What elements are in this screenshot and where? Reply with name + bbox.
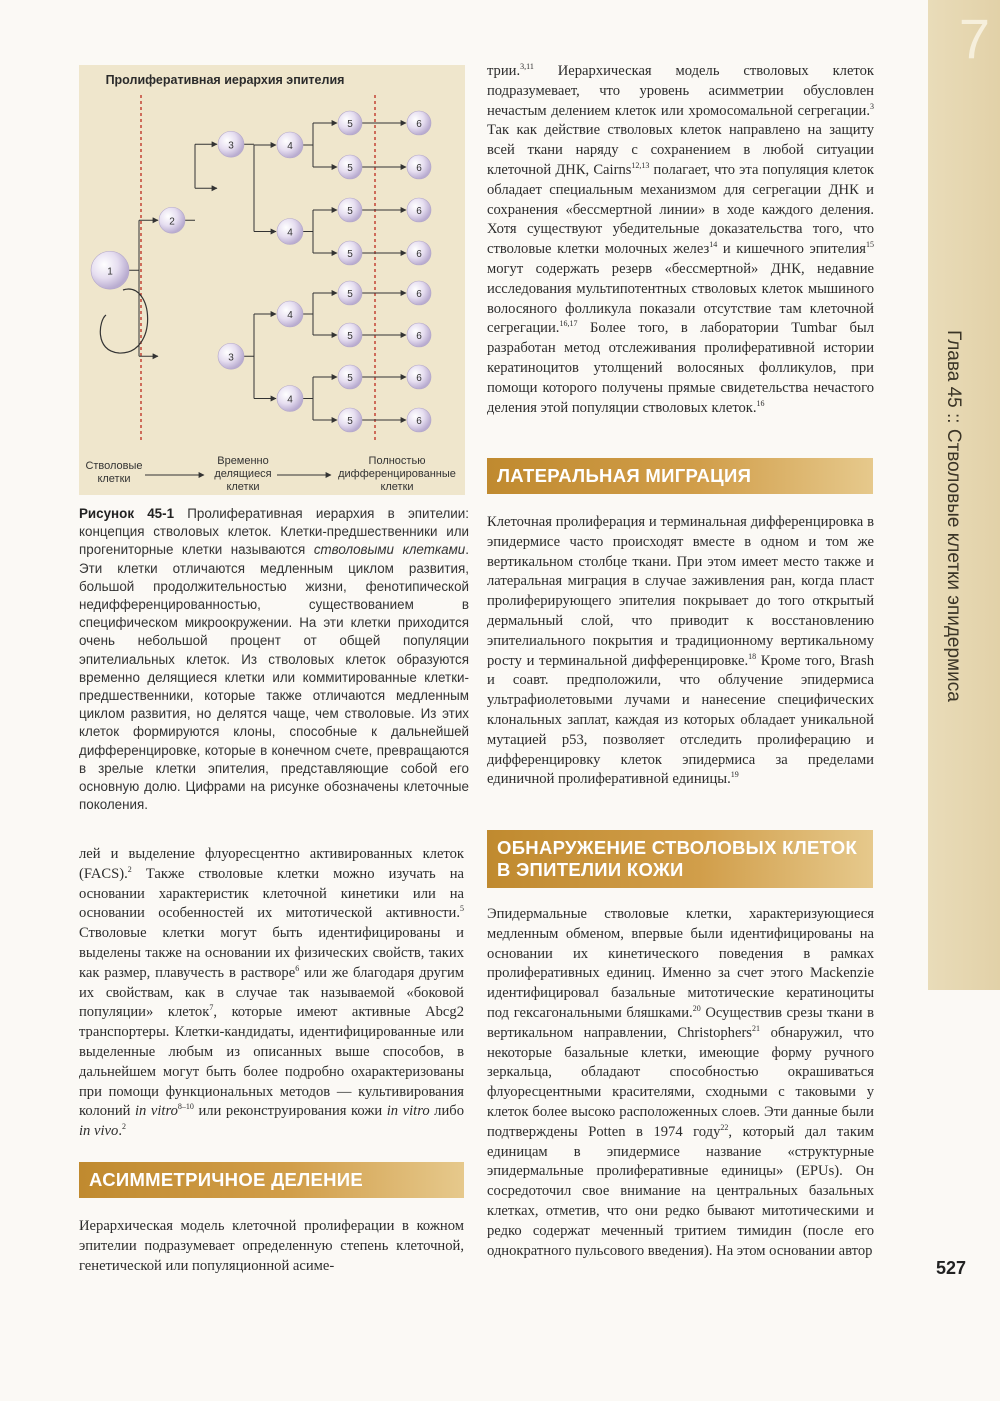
- text-run: или реконструирования кожи: [193, 1103, 387, 1120]
- svg-text:1: 1: [107, 266, 113, 278]
- page-number: 527: [936, 1258, 967, 1278]
- heading-stem-cell-detection: [487, 830, 873, 888]
- text-run: Кроме того, Brash и соавт. предположили, что облучение эпидермиса ультрафиолетовыми лучами и нанесение специфических клональных заплат, каждая из которых обладает уникальной мутацией p53, позволяет отследить пролиферацию и дифференцировку клеток эпидермиса за пределами единичной пролиферативной единицы.: [487, 652, 874, 788]
- svg-text:4: 4: [287, 227, 293, 239]
- left-column-paragraph-2: [79, 1217, 464, 1276]
- chapter-side-tab: [928, 0, 1000, 990]
- cell-gen5-8: [338, 408, 362, 432]
- svg-text:3: 3: [228, 140, 234, 152]
- text-run: или же благодаря другим их свойствам, как в случае так называемой «боковой популяции» клеток: [79, 964, 464, 1021]
- italic-term: in vitro: [135, 1103, 178, 1120]
- ref-superscript: 16,17: [559, 319, 578, 329]
- italic-term: in vivo: [79, 1123, 119, 1140]
- text-run: либо: [429, 1103, 464, 1120]
- text-run: Эпидермальные стволовые клетки, характеризующиеся медленным обменом, впервые были идентифицированы на основании их кинетического поведения в рамках пролиферативных единиц. Именно за счет этого Mackenzie идентифицировал базальные митотические кератиноциты под гексагональными бляшками.: [487, 906, 874, 1021]
- svg-text:2: 2: [169, 216, 175, 228]
- svg-text:4: 4: [287, 310, 293, 321]
- caption-text-2: . Эти клетки отличаются медленным циклом развития, большой продолжительностью жизни, фенотипической недифференцированностью, существованием в специфическом микроокружении. На эти клетки приходится очень небольшой процент от общей популяции эпителиальных клеток. Из стволовых клеток образуются временно делящиеся клетки или коммитированные клетки-предшественники, которые также отличаются медленным циклом развития, но делятся чаще, чем стволовые. Из этих клеток формируются клоны, способные к дальнейшей дифференцировке, которые в конечном счете, превращаются в зрелые клетки эпителия, представляющие собой его основную долю. Цифрами на рисунке обозначены клеточные поколения.: [79, 542, 469, 813]
- cell-gen4-4: [277, 386, 303, 412]
- svg-text:5: 5: [347, 163, 353, 174]
- branch-gen3-lower: [244, 314, 276, 399]
- branch-gen4-2: [303, 210, 337, 253]
- text-run: , которые имеют активные Abcg2 транспортеры. Клетки-кандидаты, идентифицированные или выделенные любым из описанных выше способов, в дальнейшем могут быть более подробно охарактеризованы при помощи функциональных методов — культивирования колоний: [79, 1004, 464, 1120]
- cell-gen4-3: [277, 301, 303, 327]
- text-run: обнаружил, что некоторые базальные клетки, имеющие форму ручного зеркальца, обладают способностью окрашиваться флуоресцентными красителями, сходными с таковыми у клеток более высоко расположенных слоев. Эти данные были подтверждены Potten в 1974 году: [487, 1024, 874, 1140]
- self-renewal-loop: [100, 289, 147, 353]
- svg-text:5: 5: [347, 416, 353, 427]
- cell-gen2: [159, 207, 185, 233]
- ref-superscript: 7: [209, 1003, 214, 1013]
- figure-proliferative-hierarchy: [79, 65, 465, 495]
- cell-gen5-1: [338, 111, 362, 135]
- ref-superscript: 2: [121, 1122, 126, 1132]
- cell-gen6-1: [407, 111, 431, 135]
- text-run: Клеточная пролиферация и терминальная дифференцировка в эпидермисе часто происходят вместе в одном и том же вертикальном столбце ткани. При этом имеет место также и латеральная миграция в случае заживления ран, когда пласт пролиферирующего эпителия покрывает до того открытый дермальный слой, что приводит к восстановлению эпителиального покрытия и традиционному вертикальному росту и терминальной дифференцировке.: [487, 514, 874, 669]
- text-run: Так как действие стволовых клеток направлено на защиту всей ткани наряду с сохранением в любой ситуации клеточной ДНК, Cairns: [487, 122, 874, 178]
- svg-text:5: 5: [347, 289, 353, 300]
- cell-gen6-3: [407, 198, 431, 222]
- ref-superscript: 15: [866, 240, 874, 250]
- svg-text:6: 6: [416, 163, 422, 174]
- cell-gen6-2: [407, 155, 431, 179]
- svg-text:5: 5: [347, 373, 353, 384]
- text-run: Более того, в лаборатории Tumbar был разработан метод отслеживания пролиферативной истории кератиноцитов утолщений волосяных фолликулов, при помощи которого получены прямые свидетельства нечастого деления этой популяции стволовых клеток.: [487, 320, 874, 416]
- hierarchy-diagram: [79, 65, 465, 495]
- text-run: Осуществив срезы ткани в вертикальном направлении, Christophers: [487, 1004, 874, 1041]
- svg-text:4: 4: [287, 141, 293, 152]
- ref-superscript: 12,13: [631, 161, 650, 171]
- cell-gen5-7: [338, 365, 362, 389]
- cell-gen4-2: [277, 219, 303, 245]
- label-transit: Временно делящиеся клетки: [214, 455, 272, 493]
- cell-gen6-7: [407, 365, 431, 389]
- ref-superscript: 22: [720, 1122, 729, 1132]
- ref-superscript: 8–10: [177, 1102, 194, 1112]
- text-run: Стволовые клетки могут быть идентифицированы и выделены также на основании их физических свойств, таких как размер, плавучесть в растворе: [79, 925, 464, 981]
- ref-superscript: 6: [295, 963, 300, 973]
- figure-caption: [79, 505, 469, 814]
- text-run: лей и выделение флуоресцентно активированных клеток (FACS).: [79, 846, 464, 882]
- label-differentiated: Полностью дифференцированные клетки: [338, 455, 456, 493]
- caption-italic: стволовыми клетками: [313, 542, 466, 558]
- text-run: .: [118, 1123, 122, 1140]
- branch-gen4-3: [303, 293, 337, 335]
- svg-text:6: 6: [416, 331, 422, 342]
- cell-gen3-upper: [218, 131, 244, 157]
- svg-text:3: 3: [228, 352, 234, 364]
- text-run: , который дал таким единицам в эпидермисе название «структурные эпидермальные пролиферативные единицы» (EPUs). Он сосредоточил свое внимание на центральных базальных клетках, отметив, что они редко бывают митотическими и редко содержат меченный тритием тимидин (после его однократного пульсового введения). На этом основании автор: [487, 1123, 874, 1259]
- text-run: Иерархическая модель стволовых клеток подразумевает, что уровень асимметрии обусловлен нечастым делением клеток или хромосомальной сегрегации.: [487, 63, 874, 119]
- paragraph-text: Иерархическая модель клеточной пролиферации в кожном эпителии подразумевает определенную степень клеточной, генетической или популяционной асиме-: [79, 1218, 464, 1274]
- ref-superscript: 20: [692, 1004, 701, 1014]
- left-column-paragraph-1: [79, 845, 464, 1142]
- branch-gen3-upper: [244, 144, 276, 231]
- ref-superscript: 3,11: [520, 62, 534, 72]
- text-run: и кишечного эпителия: [717, 241, 866, 258]
- ref-superscript: 5: [460, 904, 464, 914]
- cell-gen6-6: [407, 323, 431, 347]
- svg-text:6: 6: [416, 206, 422, 217]
- branch-gen1: [129, 220, 158, 356]
- ref-superscript: 2: [127, 864, 132, 874]
- ref-superscript: 14: [709, 240, 718, 250]
- branch-gen2: [185, 144, 217, 220]
- text-run: Также стволовые клетки можно изучать на основании характеристик клеточной кинетики или на основании особенностей их митотической активности.: [79, 865, 464, 922]
- branch-gen4-1: [303, 123, 337, 167]
- cell-gen5-2: [338, 155, 362, 179]
- caption-label: Рисунок 45-1: [79, 506, 175, 521]
- figure-bottom-labels: [85, 455, 455, 493]
- ref-superscript: 21: [752, 1023, 760, 1033]
- ref-superscript: 16: [756, 398, 765, 408]
- heading-line-1: ОБНАРУЖЕНИЕ СТВОЛОВЫХ КЛЕТОК: [497, 837, 858, 858]
- right-column-paragraph-2: [487, 513, 874, 790]
- cell-gen4-1: [277, 132, 303, 158]
- svg-text:6: 6: [416, 416, 422, 427]
- text-run: трии.: [487, 63, 521, 79]
- ref-superscript: 3: [870, 101, 874, 111]
- svg-text:5: 5: [347, 119, 353, 130]
- right-column-paragraph-3: [487, 905, 874, 1261]
- text-run: могут содержать резерв «бессмертной» ДНК, недавние исследования мультипотентных стволовых клеток мышиного волосяного фолликула показали отсутствие там клеточной сегрегации.: [487, 260, 874, 337]
- svg-text:5: 5: [347, 206, 353, 217]
- cell-gen6-4: [407, 241, 431, 265]
- svg-text:5: 5: [347, 249, 353, 260]
- figure-title: Пролиферативная иерархия эпителия: [105, 73, 345, 87]
- svg-text:5: 5: [347, 331, 353, 342]
- ref-superscript: 19: [730, 770, 739, 780]
- heading-lateral-migration: ЛАТЕРАЛЬНАЯ МИГРАЦИЯ: [487, 458, 873, 494]
- cell-gen3-lower: [218, 343, 244, 369]
- heading-asymmetric-division: АСИММЕТРИЧНОЕ ДЕЛЕНИЕ: [79, 1162, 464, 1198]
- svg-text:6: 6: [416, 373, 422, 384]
- heading-line-2: В ЭПИТЕЛИИ КОЖИ: [497, 859, 684, 880]
- cell-gen5-4: [338, 241, 362, 265]
- svg-text:4: 4: [287, 394, 293, 406]
- cell-gen6-5: [407, 281, 431, 305]
- cell-gen6-8: [407, 408, 431, 432]
- cell-gen1: [91, 251, 129, 289]
- italic-term: in vitro: [386, 1103, 430, 1120]
- text-run: полагает, что эта популяция клеток обладает специальным механизмом для сегрегации ДНК и сохранения «бессмертной линии» в ходе каждого деления. Хотя существуют убедительные доказательства того, что стволовые клетки молочных желез: [487, 161, 874, 258]
- svg-text:6: 6: [416, 119, 422, 130]
- chapter-number: 7: [958, 7, 990, 70]
- chapter-title-vertical: Глава 45 :: Стволовые клетки эпидермиса: [943, 330, 964, 702]
- cell-gen5-6: [338, 323, 362, 347]
- svg-text:6: 6: [416, 249, 422, 260]
- svg-text:6: 6: [416, 289, 422, 300]
- caption-text-1: Пролиферативная иерархия в эпителии: концепция стволовых клеток. Клетки-предшественники или прогениторные клетки называются: [79, 506, 469, 558]
- label-stem: Стволовые клетки: [85, 460, 143, 485]
- cell-gen5-3: [338, 198, 362, 222]
- branch-gen4-4: [303, 377, 337, 420]
- cell-gen5-5: [338, 281, 362, 305]
- right-column-paragraph-1: [487, 62, 874, 418]
- ref-superscript: 18: [748, 651, 757, 661]
